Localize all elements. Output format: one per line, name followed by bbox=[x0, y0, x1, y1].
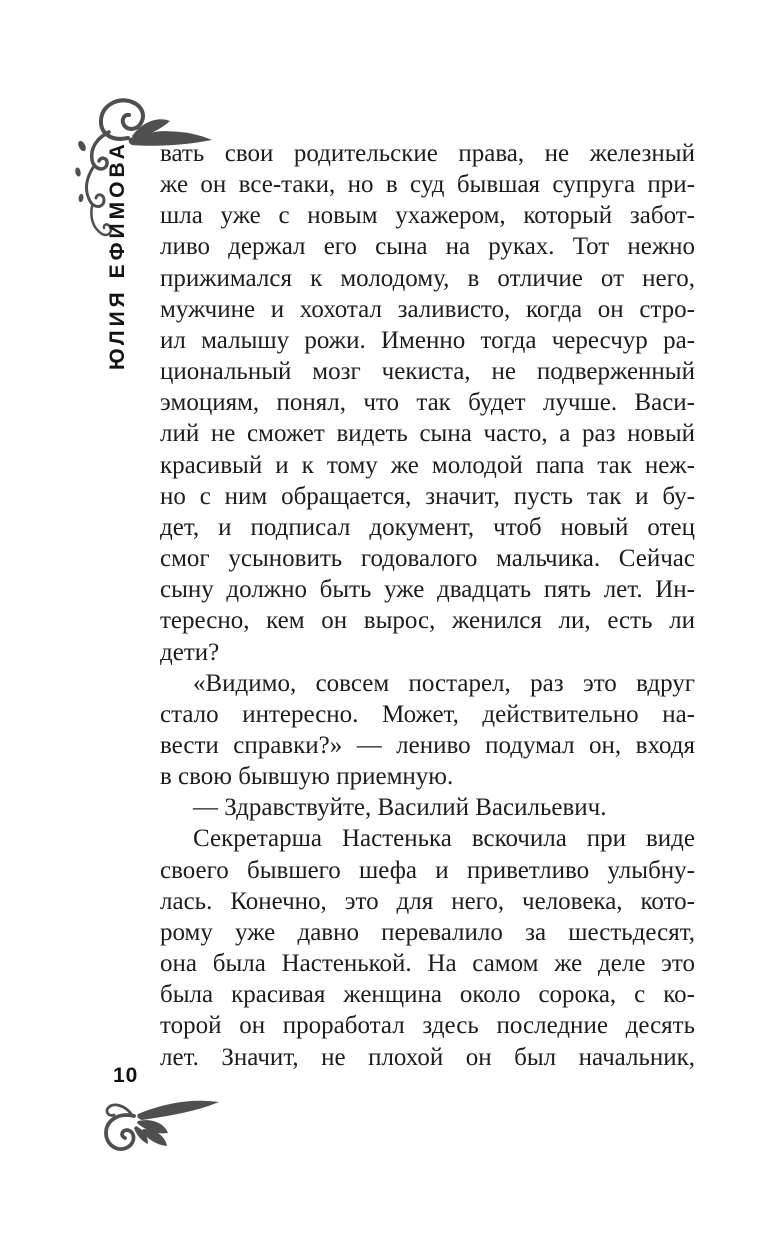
text-line: красивый и к тому же молодой папа так неж- bbox=[160, 451, 695, 479]
text-line: ливо держал его сына на руках. Тот нежно bbox=[160, 233, 695, 261]
text-line: в свою бывшую приемную. bbox=[160, 763, 454, 791]
text-line: тересно, кем он вырос, женился ли, есть ли bbox=[160, 607, 695, 635]
text-line: рому уже давно перевалило за шестьдесят, bbox=[160, 918, 695, 946]
body-text bbox=[160, 138, 695, 1073]
text-line: дети? bbox=[160, 638, 220, 666]
text-line: лет. Значит, не плохой он был начальник, bbox=[160, 1043, 695, 1071]
text-line: своего бывшего шефа и приветливо улыбну- bbox=[160, 856, 695, 884]
author-name-vertical: ЮЛИЯ ЕФИМОВА bbox=[106, 140, 129, 370]
text-line: сыну должно быть уже двадцать пять лет. Ин- bbox=[160, 576, 695, 604]
text-line: смог усыновить годовалого мальчика. Сейчас bbox=[160, 545, 695, 573]
text-line: стало интересно. Может, действительно на- bbox=[160, 700, 695, 728]
text-line: была красивая женщина около сорока, с ко- bbox=[160, 981, 695, 1009]
text-line: циональный мозг чекиста, не подверженный bbox=[160, 358, 695, 386]
text-line: же он все-таки, но в суд бывшая супруга при- bbox=[160, 171, 695, 199]
text-line: эмоциям, понял, что так будет лучше. Васи- bbox=[160, 389, 695, 417]
text-line: она была Настенькой. На самом же деле это bbox=[160, 950, 695, 978]
text-line: дет, и подписал документ, чтоб новый отец bbox=[160, 513, 695, 541]
text-line: прижимался к молодому, в отличие от него, bbox=[160, 264, 695, 292]
text-line: но с ним обращается, значит, пусть так и бу- bbox=[160, 482, 695, 510]
text-line: — Здравствуйте, Василий Васильевич. bbox=[193, 794, 607, 822]
text-line: ил малышу рожи. Именно тогда чересчур ра- bbox=[160, 326, 695, 354]
text-line: лась. Конечно, это для него, человека, кото- bbox=[160, 887, 695, 915]
text-line: мужчине и хохотал заливисто, когда он стро- bbox=[160, 295, 695, 323]
text-line: шла уже с новым ухажером, который забот- bbox=[160, 202, 695, 230]
text-line: лий не сможет видеть сына часто, а раз новый bbox=[160, 420, 695, 448]
text-line: торой он проработал здесь последние десять bbox=[160, 1012, 695, 1040]
flourish-bottom-icon bbox=[98, 1094, 222, 1158]
text-line: «Видимо, совсем постарел, раз это вдруг bbox=[193, 669, 695, 697]
text-line: вести справки?» — лениво подумал он, входя bbox=[160, 731, 695, 759]
text-line: вать свои родительские права, не железный bbox=[160, 140, 695, 167]
page-number: 10 bbox=[113, 1064, 139, 1087]
text-line: Секретарша Настенька вскочила при виде bbox=[193, 825, 695, 853]
